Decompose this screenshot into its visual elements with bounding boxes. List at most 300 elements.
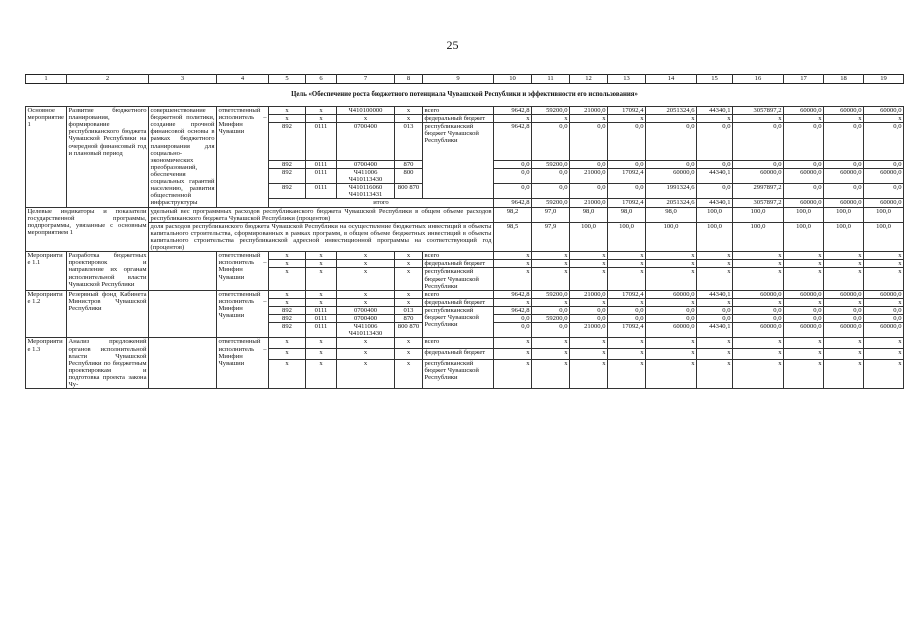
code-expense-type: 800 870	[395, 184, 423, 199]
total-value: 9642,8	[494, 199, 532, 207]
year-value: x	[733, 349, 784, 360]
indicator-value: 98,5	[494, 222, 532, 251]
year-value: x	[784, 349, 824, 360]
funding-source: федеральный бюджет	[423, 115, 494, 123]
year-value: x	[494, 359, 532, 388]
year-value: x	[824, 338, 864, 349]
year-value: 0,0	[864, 184, 904, 199]
total-value: 17092,4	[608, 199, 646, 207]
code-target-article: Ч411006 Ч410113430	[337, 168, 395, 183]
year-value: x	[733, 298, 784, 306]
funding-source: всего	[423, 107, 494, 115]
indicator-row	[26, 207, 904, 222]
total-value: 3057897,2	[733, 199, 784, 207]
code-section: x	[306, 268, 337, 290]
activity-name: Основное мероприятие 1	[26, 107, 67, 208]
year-value: 0,0	[824, 306, 864, 314]
year-value: x	[784, 252, 824, 260]
year-value: x	[608, 252, 646, 260]
indicator-value: 100,0	[864, 207, 904, 222]
year-value: 0,0	[784, 306, 824, 314]
year-value: x	[697, 115, 733, 123]
total-value: 21000,0	[570, 199, 608, 207]
goal-row	[26, 84, 904, 107]
year-value: 60000,0	[733, 168, 784, 183]
year-value: 2051324,6	[646, 107, 697, 115]
indicator-value: 97,0	[532, 207, 570, 222]
activity-description: Анализ предложений органов исполнительной власти Чувашской Республики по бюджетным проектировкам и подготовка проекта закона Чу-	[68, 338, 147, 389]
code-section: 0111	[306, 184, 337, 199]
code-target-article: 0700400	[337, 123, 395, 161]
indicator-group-label: Целевые индикаторы и показатели государственной программы, подпрограммы, увязанные с основным мероприятием 1	[26, 207, 149, 252]
year-value: x	[824, 349, 864, 360]
year-value: 0,0	[532, 306, 570, 314]
indicator-text: доля расходов республиканского бюджета Чувашской Республики на осуществление бюджетных инвестиций в объекты капитального строительства, сформированных в рамках программ, в общем объеме бюджетных инвестиций в объекты капитального строительства республиканской адресной инвестиционной программы на соответствующий год (процентов)	[150, 222, 492, 252]
year-value: 0,0	[494, 160, 532, 168]
activity-description: Разработка бюджетных проектировок и направление их органам исполнительной власти Чувашской Республики	[67, 252, 149, 291]
year-value: x	[733, 115, 784, 123]
code-grbs: 892	[269, 123, 306, 161]
year-value: 0,0	[570, 315, 608, 323]
code-expense-type: 870	[395, 160, 423, 168]
code-grbs: x	[269, 115, 306, 123]
column-number: 1	[26, 75, 67, 84]
code-expense-type: x	[395, 349, 423, 360]
year-value: 0,0	[864, 306, 904, 314]
year-value: x	[697, 359, 733, 388]
code-section: x	[306, 115, 337, 123]
column-number: 16	[733, 75, 784, 84]
year-value: x	[864, 115, 904, 123]
year-value: 1991324,6	[646, 184, 697, 199]
code-grbs: x	[269, 338, 306, 349]
column-number: 18	[824, 75, 864, 84]
year-value: 0,0	[532, 184, 570, 199]
year-value: x	[494, 298, 532, 306]
column-number: 9	[423, 75, 494, 84]
code-section: x	[306, 290, 337, 298]
year-value: 60000,0	[784, 168, 824, 183]
column-number: 11	[532, 75, 570, 84]
year-value: 9642,8	[494, 306, 532, 314]
year-value: x	[570, 268, 608, 290]
year-value: 0,0	[733, 123, 784, 161]
indicator-value: 100,0	[646, 222, 697, 251]
code-target-article: Ч410116060 Ч410113431	[337, 184, 395, 199]
activity-result	[149, 252, 217, 291]
year-value: x	[864, 260, 904, 268]
year-value: x	[733, 260, 784, 268]
total-value: 60000,0	[864, 199, 904, 207]
column-number: 2	[67, 75, 149, 84]
indicator-value: 98,0	[608, 207, 646, 222]
year-value: 0,0	[494, 323, 532, 338]
code-grbs: x	[269, 290, 306, 298]
year-value: 44340,1	[697, 323, 733, 338]
code-expense-type: 013	[395, 306, 423, 314]
code-section: x	[306, 338, 337, 349]
year-value: 0,0	[784, 315, 824, 323]
column-number: 19	[864, 75, 904, 84]
code-grbs: x	[269, 252, 306, 260]
indicator-row	[26, 222, 904, 251]
year-value: 60000,0	[864, 323, 904, 338]
code-section: 0111	[306, 323, 337, 338]
indicator-value: 98,0	[570, 207, 608, 222]
code-section: x	[306, 359, 337, 388]
indicator-value: 100,0	[824, 222, 864, 251]
year-value: 60000,0	[646, 323, 697, 338]
total-value: 44340,1	[697, 199, 733, 207]
year-value: 0,0	[608, 315, 646, 323]
year-value: x	[570, 260, 608, 268]
code-target-article: x	[337, 115, 395, 123]
year-value: x	[570, 338, 608, 349]
code-grbs: 892	[269, 160, 306, 168]
table-body	[26, 75, 904, 389]
responsible-executor: ответственный исполнитель – Минфин Чувашии	[217, 252, 269, 291]
year-value: x	[784, 260, 824, 268]
code-expense-type: x	[395, 359, 423, 388]
year-value: 0,0	[570, 123, 608, 161]
year-value: x	[733, 252, 784, 260]
year-value: x	[532, 260, 570, 268]
code-grbs: x	[269, 349, 306, 360]
year-value: x	[532, 268, 570, 290]
year-value: x	[784, 298, 824, 306]
year-value: x	[824, 252, 864, 260]
activity-result	[149, 290, 217, 338]
indicator-value: 98,0	[646, 207, 697, 222]
year-value: 0,0	[824, 123, 864, 161]
code-target-article: 0700400	[337, 315, 395, 323]
year-value: x	[608, 115, 646, 123]
code-expense-type: 870	[395, 315, 423, 323]
code-grbs: 892	[269, 168, 306, 183]
year-value: 17092,4	[608, 323, 646, 338]
code-target-article: x	[337, 260, 395, 268]
year-value: x	[864, 268, 904, 290]
year-value: x	[697, 338, 733, 349]
code-expense-type: x	[395, 260, 423, 268]
year-value: 21000,0	[570, 107, 608, 115]
year-value: x	[494, 338, 532, 349]
year-value: 0,0	[824, 315, 864, 323]
funding-source: республиканский бюджет Чувашской Республики	[423, 268, 494, 290]
code-section: x	[306, 107, 337, 115]
year-value: x	[864, 252, 904, 260]
indicator-value: 100,0	[570, 222, 608, 251]
code-grbs: x	[269, 260, 306, 268]
year-value: x	[824, 260, 864, 268]
year-value: 44340,1	[697, 290, 733, 298]
year-value: 0,0	[697, 315, 733, 323]
year-value: x	[494, 115, 532, 123]
year-value: 60000,0	[864, 107, 904, 115]
activity-name: Мероприятие 1.1	[26, 252, 67, 291]
year-value: x	[608, 338, 646, 349]
year-value: 60000,0	[784, 107, 824, 115]
code-target-article: Ч411006 Ч410113430	[337, 323, 395, 338]
code-target-article: x	[337, 268, 395, 290]
indicator-value: 100,0	[697, 222, 733, 251]
year-value: 0,0	[733, 306, 784, 314]
code-target-article: x	[337, 338, 395, 349]
year-value: 59200,0	[532, 107, 570, 115]
year-value: 21000,0	[570, 168, 608, 183]
year-value: 0,0	[608, 306, 646, 314]
year-value: 0,0	[864, 315, 904, 323]
year-value: 0,0	[646, 160, 697, 168]
year-value: x	[646, 359, 697, 388]
activity-description: Развитие бюджетного планирования, формирование республиканского бюджета Чувашской Республики на очередной финансовый год и плановый период	[67, 107, 149, 208]
year-value: 60000,0	[824, 290, 864, 298]
year-value: 17092,4	[608, 107, 646, 115]
year-value: 60000,0	[733, 323, 784, 338]
column-number: 12	[570, 75, 608, 84]
funding-source: федеральный бюджет	[423, 260, 494, 268]
year-value: 0,0	[784, 123, 824, 161]
funding-source: республиканский бюджет Чувашской Республики	[423, 123, 494, 199]
year-value: 60000,0	[824, 168, 864, 183]
year-value: 0,0	[697, 160, 733, 168]
year-value: 0,0	[532, 323, 570, 338]
activity-name: Мероприятие 1.3	[26, 338, 67, 389]
year-value: 3057897,2	[733, 107, 784, 115]
year-value: 0,0	[733, 315, 784, 323]
year-value: 0,0	[532, 168, 570, 183]
year-value: x	[570, 252, 608, 260]
indicator-value: 100,0	[733, 207, 784, 222]
code-grbs: x	[269, 359, 306, 388]
year-value: x	[697, 260, 733, 268]
year-value: 0,0	[646, 315, 697, 323]
year-value: x	[646, 338, 697, 349]
column-number: 5	[269, 75, 306, 84]
indicator-value: 97,9	[532, 222, 570, 251]
year-value: 0,0	[570, 306, 608, 314]
funding-source: республиканский бюджет Чувашской Республики	[423, 359, 494, 388]
year-value: 0,0	[494, 315, 532, 323]
year-value: 0,0	[532, 123, 570, 161]
column-number: 3	[149, 75, 217, 84]
year-value: x	[697, 298, 733, 306]
budget-row	[26, 290, 904, 298]
year-value: x	[494, 268, 532, 290]
funding-source: федеральный бюджет	[423, 298, 494, 306]
column-number: 14	[646, 75, 697, 84]
indicator-value: 100,0	[824, 207, 864, 222]
year-value: 0,0	[570, 160, 608, 168]
year-value: x	[608, 359, 646, 388]
responsible-executor: ответственный исполнитель – Минфин Чувашии	[217, 290, 269, 338]
year-value: x	[532, 115, 570, 123]
code-section: 0111	[306, 123, 337, 161]
code-section: x	[306, 349, 337, 360]
year-value: x	[784, 268, 824, 290]
year-value: 0,0	[697, 123, 733, 161]
year-value: 0,0	[864, 160, 904, 168]
code-grbs: x	[269, 268, 306, 290]
year-value: 0,0	[824, 184, 864, 199]
year-value: x	[864, 349, 904, 360]
year-value: 0,0	[824, 160, 864, 168]
year-value: x	[646, 115, 697, 123]
responsible-executor: ответственный исполнитель – Минфин Чувашии	[217, 338, 269, 389]
code-grbs: x	[269, 107, 306, 115]
year-value: x	[646, 298, 697, 306]
year-value: 60000,0	[733, 290, 784, 298]
year-value: 44340,1	[697, 107, 733, 115]
year-value: 9642,8	[494, 123, 532, 161]
activity-result	[149, 338, 217, 389]
funding-source: всего	[423, 338, 494, 349]
year-value: x	[532, 252, 570, 260]
column-number: 4	[217, 75, 269, 84]
year-value: 60000,0	[784, 323, 824, 338]
year-value: x	[824, 268, 864, 290]
code-target-article: x	[337, 252, 395, 260]
indicator-value: 100,0	[697, 207, 733, 222]
year-value: 17092,4	[608, 168, 646, 183]
year-value: x	[697, 252, 733, 260]
year-value: 0,0	[570, 184, 608, 199]
code-section: x	[306, 260, 337, 268]
year-value: x	[494, 252, 532, 260]
year-value: 60000,0	[824, 107, 864, 115]
code-section: x	[306, 252, 337, 260]
year-value: 21000,0	[570, 323, 608, 338]
year-value: 0,0	[864, 123, 904, 161]
year-value: x	[733, 338, 784, 349]
year-value: x	[532, 359, 570, 388]
year-value: x	[608, 298, 646, 306]
code-section: 0111	[306, 160, 337, 168]
year-value: 59200,0	[532, 315, 570, 323]
code-grbs: 892	[269, 306, 306, 314]
code-target-article: 0700400	[337, 160, 395, 168]
year-value: x	[532, 338, 570, 349]
code-grbs: x	[269, 298, 306, 306]
year-value: 0,0	[784, 184, 824, 199]
year-value: 60000,0	[864, 168, 904, 183]
year-value: x	[570, 115, 608, 123]
indicator-value: 100,0	[733, 222, 784, 251]
indicator-value: 100,0	[784, 222, 824, 251]
code-expense-type: x	[395, 298, 423, 306]
page-number: 25	[446, 38, 459, 52]
year-value: 59200,0	[532, 290, 570, 298]
year-value: 21000,0	[570, 290, 608, 298]
total-value: 60000,0	[784, 199, 824, 207]
year-value: x	[784, 359, 824, 388]
total-label: итого	[269, 199, 494, 207]
year-value: x	[824, 359, 864, 388]
year-value: x	[864, 338, 904, 349]
code-expense-type: 800 870	[395, 323, 423, 338]
funding-source: федеральный бюджет	[423, 349, 494, 360]
indicator-value: 100,0	[784, 207, 824, 222]
year-value: 60000,0	[784, 290, 824, 298]
year-value: x	[864, 359, 904, 388]
year-value: 0,0	[697, 306, 733, 314]
year-value: 0,0	[697, 184, 733, 199]
code-grbs: 892	[269, 323, 306, 338]
year-value: 0,0	[608, 160, 646, 168]
code-target-article: x	[337, 290, 395, 298]
year-value: x	[784, 115, 824, 123]
code-expense-type: 013	[395, 123, 423, 161]
total-value: 2051324,6	[646, 199, 697, 207]
code-section: x	[306, 298, 337, 306]
year-value: 0,0	[733, 160, 784, 168]
year-value: x	[824, 115, 864, 123]
year-value: x	[697, 349, 733, 360]
indicator-value: 98,2	[494, 207, 532, 222]
budget-row	[26, 338, 904, 349]
year-value: 0,0	[494, 168, 532, 183]
year-value: x	[494, 349, 532, 360]
code-section: 0111	[306, 306, 337, 314]
year-value: 0,0	[494, 184, 532, 199]
year-value: 0,0	[646, 306, 697, 314]
year-value: 9642,8	[494, 290, 532, 298]
indicator-value: 100,0	[864, 222, 904, 251]
code-section: 0111	[306, 315, 337, 323]
total-value: 60000,0	[824, 199, 864, 207]
year-value: x	[733, 268, 784, 290]
column-number: 17	[784, 75, 824, 84]
year-value: 60000,0	[864, 290, 904, 298]
code-expense-type: 800	[395, 168, 423, 183]
year-value: 0,0	[608, 184, 646, 199]
code-expense-type: x	[395, 290, 423, 298]
year-value: x	[646, 252, 697, 260]
column-number: 6	[306, 75, 337, 84]
year-value: x	[646, 260, 697, 268]
indicator-value: 100,0	[608, 222, 646, 251]
code-expense-type: x	[395, 268, 423, 290]
code-grbs: 892	[269, 184, 306, 199]
code-expense-type: x	[395, 252, 423, 260]
year-value: x	[532, 298, 570, 306]
year-value: 0,0	[784, 160, 824, 168]
year-value: 60000,0	[824, 323, 864, 338]
year-value: 44340,1	[697, 168, 733, 183]
budget-table-frame	[25, 74, 902, 634]
column-number: 8	[395, 75, 423, 84]
year-value: x	[824, 298, 864, 306]
year-value: 0,0	[646, 123, 697, 161]
code-target-article: x	[337, 298, 395, 306]
year-value: x	[570, 359, 608, 388]
code-target-article: x	[337, 359, 395, 388]
indicator-text: удельный вес программных расходов республиканского бюджета Чувашской Республики в общем объеме расходов республиканского бюджета Чувашской Республики (процентов)	[150, 207, 492, 222]
year-value: x	[608, 268, 646, 290]
year-value: x	[864, 298, 904, 306]
year-value: x	[608, 349, 646, 360]
column-number: 10	[494, 75, 532, 84]
code-grbs: 892	[269, 315, 306, 323]
budget-row	[26, 107, 904, 115]
year-value: 60000,0	[646, 290, 697, 298]
column-number: 7	[337, 75, 395, 84]
activity-description: Резервный фонд Кабинета Министров Чувашской Республики	[67, 290, 149, 338]
funding-source: всего	[423, 252, 494, 260]
year-value: 17092,4	[608, 290, 646, 298]
code-target-article: Ч410100000	[337, 107, 395, 115]
year-value: x	[608, 260, 646, 268]
